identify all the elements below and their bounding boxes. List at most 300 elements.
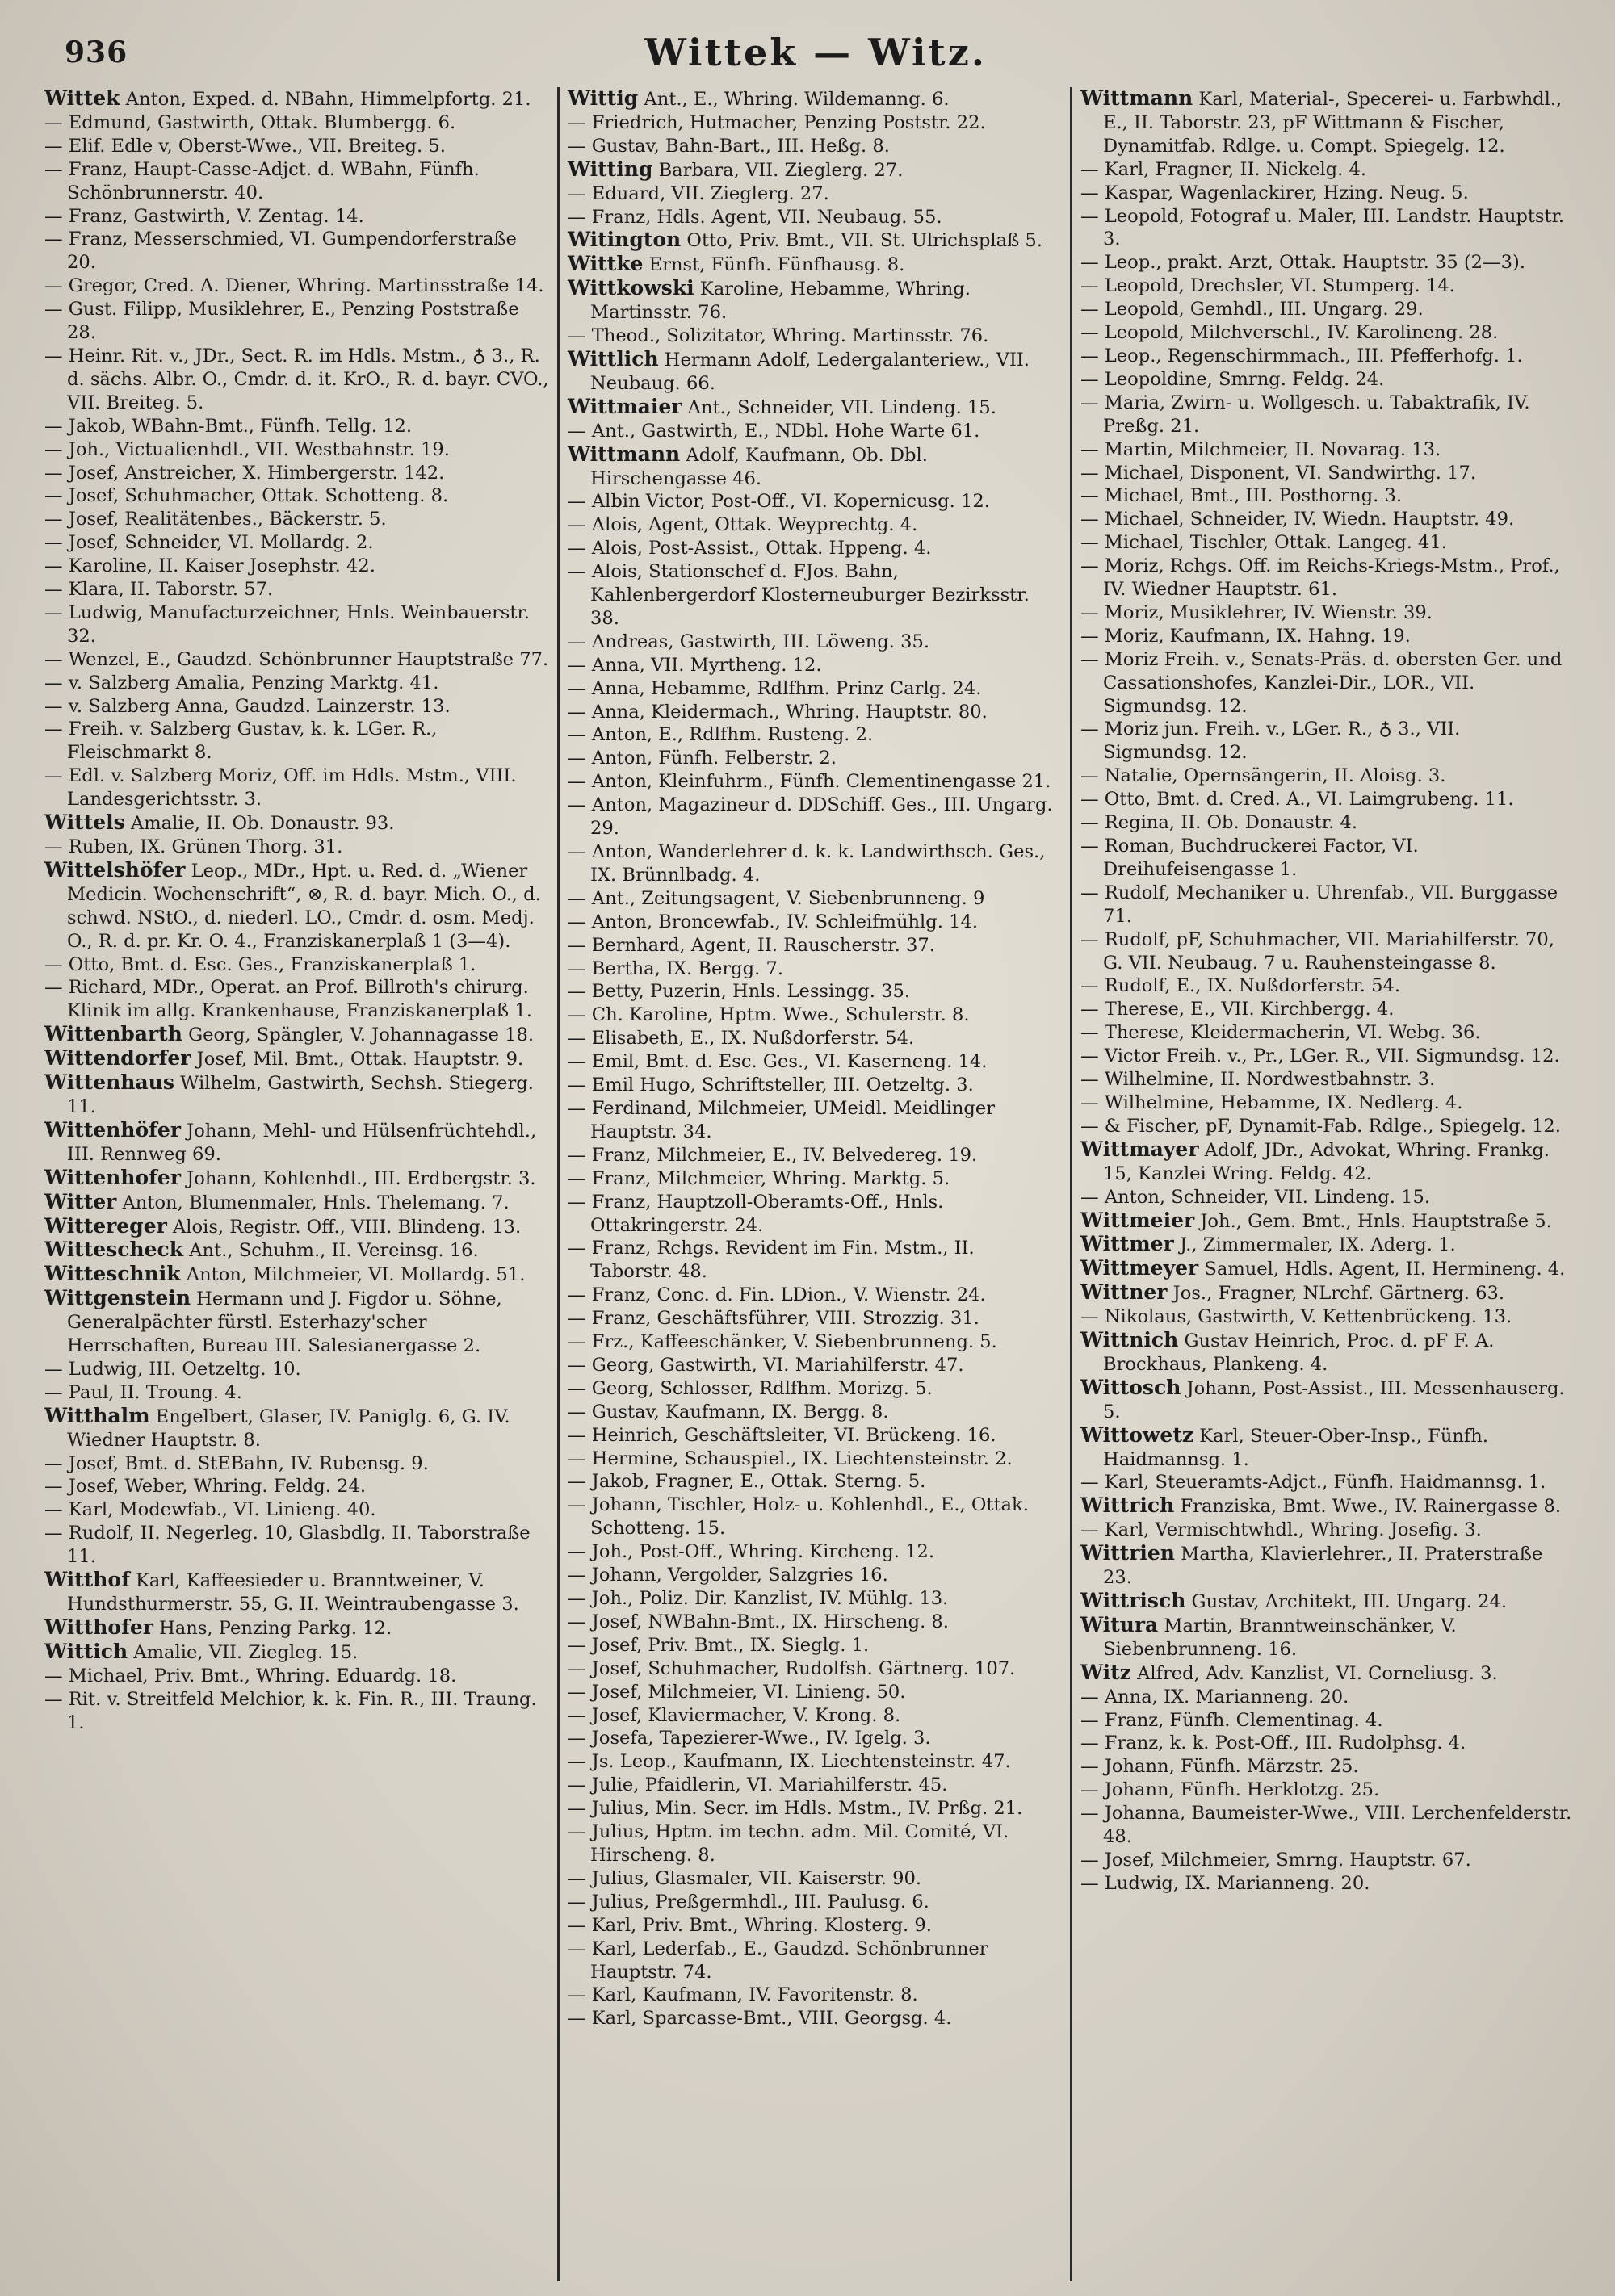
entry-text: Emil Hugo, Schriftsteller, III. Oetzeltg. 3. xyxy=(591,1075,974,1096)
entry-text: Josef, NWBahn-Bmt., IX. Hirscheng. 8. xyxy=(591,1611,949,1632)
entry-surname-heading xyxy=(568,277,1062,325)
entry-line xyxy=(568,1914,1062,1938)
surname: Wittmeier xyxy=(1080,1208,1195,1232)
entry-line xyxy=(44,205,549,228)
entry-line xyxy=(44,672,549,695)
entry-text: Otto, Bmt. d. Esc. Ges., Franziskanerplaß 1. xyxy=(68,953,476,975)
entry-text: Joh., Victualienhdl., VII. Westbahnstr. 19. xyxy=(68,438,450,460)
entry-surname-heading xyxy=(1080,1281,1575,1305)
surname: Wittner xyxy=(1080,1280,1168,1305)
entry-text: Anton, E., Rdlfhm. Rusteng. 2. xyxy=(591,724,874,746)
entry-text: Franziska, Bmt. Wwe., IV. Rainergasse 8. xyxy=(1174,1496,1562,1518)
entry-surname-heading xyxy=(44,1167,549,1191)
entry-line xyxy=(1080,835,1575,882)
entry-text: Josef, Klaviermacher, V. Krong. 8. xyxy=(591,1704,901,1726)
entry-line xyxy=(1080,1755,1575,1779)
entry-line xyxy=(568,1050,1062,1074)
surname: Witura xyxy=(1080,1612,1159,1636)
entry-text: Rudolf, II. Negerleg. 10, Glasbdlg. II. Taborstraße 11. xyxy=(67,1523,531,1568)
entry-surname-heading xyxy=(1080,1614,1575,1661)
entry-line xyxy=(568,1470,1062,1494)
entry-line xyxy=(1080,1471,1575,1494)
entry-line xyxy=(568,747,1062,770)
entry-text: Frz., Kaffeeschänker, V. Siebenbrunneng. 5. xyxy=(591,1331,997,1353)
entry-text: Jos., Fragner, NLrchf. Gärtnerg. 63. xyxy=(1167,1283,1505,1305)
entry-line xyxy=(568,1867,1062,1891)
entry-text: Kaspar, Wagenlackirer, Hzing. Neug. 5. xyxy=(1104,182,1469,203)
entry-text: Gustav Heinrich, Proc. d. pF F. A. Brockhaus, Plankeng. 4. xyxy=(1103,1330,1495,1375)
entry-surname-heading xyxy=(1080,1590,1575,1614)
entry-text: Hermine, Schauspiel., IX. Liechtensteinstr. 2. xyxy=(591,1448,1013,1469)
entry-line xyxy=(568,677,1062,701)
entry-line xyxy=(1080,205,1575,252)
entry-text: Johann, Fünfh. Herklotzg. 25. xyxy=(1104,1779,1380,1801)
entry-surname-heading xyxy=(44,1215,549,1239)
entry-line xyxy=(568,887,1062,911)
surname: Witting xyxy=(568,157,653,181)
entry-text: Gust. Filipp, Musiklehrer, E., Penzing Poststraße 28. xyxy=(67,299,519,344)
entry-line xyxy=(568,537,1062,560)
entry-line xyxy=(1080,974,1575,998)
entry-text: Ant., Zeitungsagent, V. Siebenbrunneng. 9 xyxy=(591,887,985,909)
entry-text: Anton, Blumenmaler, Hnls. Thelemang. 7. xyxy=(116,1192,510,1213)
entry-line xyxy=(1080,1732,1575,1755)
entry-text: Friedrich, Hutmacher, Penzing Poststr. 22. xyxy=(591,111,986,133)
entry-text: Michael, Priv. Bmt., Whring. Eduardg. 18. xyxy=(68,1665,457,1686)
entry-text: Anton, Broncewfab., IV. Schleifmühlg. 14. xyxy=(591,911,979,932)
entry-line xyxy=(568,1774,1062,1797)
entry-surname-heading xyxy=(568,348,1062,396)
entry-line xyxy=(568,325,1062,348)
entry-text: Gustav, Kaufmann, IX. Bergg. 8. xyxy=(591,1401,889,1422)
entry-line xyxy=(44,648,549,672)
entry-line xyxy=(44,953,549,977)
entry-surname-heading xyxy=(568,253,1062,277)
entry-line xyxy=(568,1144,1062,1167)
entry-text: Richard, MDr., Operat. an Prof. Billroth's chirurg. Klinik im allg. Krankenhause, Franziskanerplaß 1. xyxy=(67,977,532,1022)
entry-text: Karl, Kaffeesieder u. Branntweiner, V. Hundsthurmerstr. 55, G. II. Weintraubengasse 3. xyxy=(67,1570,519,1615)
entry-surname-heading xyxy=(44,1191,549,1215)
surname: Wittescheck xyxy=(44,1238,184,1262)
entry-text: v. Salzberg Amalia, Penzing Marktg. 41. xyxy=(68,672,439,693)
entry-text: Hans, Penzing Parkg. 12. xyxy=(153,1617,392,1639)
entry-line xyxy=(1080,298,1575,321)
entry-text: Joh., Post-Off., Whring. Kircheng. 12. xyxy=(591,1541,935,1563)
entry-text: Therese, E., VII. Kirchbergg. 4. xyxy=(1104,999,1395,1020)
entry-line xyxy=(568,794,1062,840)
entry-text: Ludwig, IX. Marianneng. 20. xyxy=(1104,1872,1370,1894)
entry-line xyxy=(568,1704,1062,1728)
entry-text: Anna, IX. Marianneng. 20. xyxy=(1104,1686,1349,1707)
surname: Wittrien xyxy=(1080,1541,1175,1565)
entry-text: Johanna, Baumeister-Wwe., VIII. Lerchenfelderstr. 48. xyxy=(1103,1803,1572,1848)
entry-line xyxy=(44,1522,549,1569)
entry-line xyxy=(44,1381,549,1405)
entry-surname-heading xyxy=(568,87,1062,111)
surname: Witteschnik xyxy=(44,1262,181,1286)
entry-surname-heading xyxy=(44,1263,549,1287)
surname: Wittelshöfer xyxy=(44,857,186,882)
entry-surname-heading xyxy=(44,1616,549,1640)
entry-text: Eduard, VII. Zieglerg. 27. xyxy=(591,182,829,204)
entry-text: Edl. v. Salzberg Moriz, Off. im Hdls. Mstm., VIII. Landesgerichtsstr. 3. xyxy=(67,765,517,811)
surname: Wittlich xyxy=(568,346,659,371)
entry-line xyxy=(44,158,549,205)
entry-text: Anna, Hebamme, Rdlfhm. Prinz Carlg. 24. xyxy=(591,677,982,699)
entry-line xyxy=(568,560,1062,631)
entry-text: Otto, Bmt. d. Cred. A., VI. Laimgrubeng. 11. xyxy=(1104,789,1514,811)
entry-text: Georg, Schlosser, Rdlfhm. Morizg. 5. xyxy=(591,1377,933,1399)
entry-text: Michael, Tischler, Ottak. Langeg. 41. xyxy=(1104,532,1447,554)
entry-text: Karl, Vermischtwhdl., Whring. Josefig. 3. xyxy=(1104,1519,1482,1541)
entry-text: Julie, Pfaidlerin, VI. Mariahilferstr. 45. xyxy=(591,1774,948,1796)
entry-line xyxy=(44,695,549,719)
entry-surname-heading xyxy=(568,158,1062,182)
entry-text: Paul, II. Troung. 4. xyxy=(68,1381,242,1403)
entry-text: Josef, Anstreicher, X. Himbergerstr. 142. xyxy=(68,462,445,484)
entry-surname-heading xyxy=(44,1023,549,1047)
entry-line xyxy=(568,513,1062,537)
entry-line xyxy=(568,182,1062,206)
surname: Wittrich xyxy=(1080,1494,1175,1518)
entry-line xyxy=(44,484,549,508)
entry-line xyxy=(1080,648,1575,719)
entry-text: Josef, Milchmeier, VI. Linieng. 50. xyxy=(591,1681,906,1703)
surname: Witter xyxy=(44,1189,117,1213)
entry-line xyxy=(44,836,549,859)
entry-line xyxy=(1080,251,1575,274)
entry-text: Anton, Magazineur d. DDSchiff. Ges., III. Ungarg. 29. xyxy=(590,794,1053,840)
entry-surname-heading xyxy=(44,1569,549,1616)
entry-text: Otto, Priv. Bmt., VII. St. Ulrichsplaß 5. xyxy=(681,230,1042,252)
entry-line xyxy=(568,1003,1062,1027)
surname: Wittmeyer xyxy=(1080,1256,1199,1280)
entry-line xyxy=(568,1611,1062,1634)
entry-text: Johann, Mehl- und Hülsenfrüchtehdl., III. Rennweg 69. xyxy=(67,1120,537,1165)
entry-text: Martin, Milchmeier, II. Novarag. 13. xyxy=(1104,438,1441,460)
entry-text: Js. Leop., Kaufmann, IX. Liechtensteinstr. 47. xyxy=(591,1751,1011,1773)
surname: Wittich xyxy=(44,1639,128,1663)
entry-text: Freih. v. Salzberg Gustav, k. k. LGer. R., Fleischmarkt 8. xyxy=(67,719,438,764)
surname: Wittenhofer xyxy=(44,1165,181,1189)
entry-line xyxy=(568,135,1062,158)
entry-line xyxy=(1080,1021,1575,1045)
entry-line xyxy=(44,508,549,531)
entry-text: Gustav, Bahn-Bart., III. Heßg. 8. xyxy=(591,135,890,157)
entry-line xyxy=(44,298,549,345)
entry-line xyxy=(568,1330,1062,1354)
entry-text: Michael, Bmt., III. Posthorng. 3. xyxy=(1104,485,1403,507)
entry-surname-heading xyxy=(44,1287,549,1358)
surname: Wittenbarth xyxy=(44,1022,182,1046)
surname: Witthalm xyxy=(44,1403,150,1427)
entry-surname-heading xyxy=(1080,1209,1575,1234)
surname: Wittmann xyxy=(1080,87,1193,110)
surname: Wittrisch xyxy=(1080,1589,1186,1612)
entry-text: Karl, Sparcasse-Bmt., VIII. Georgsg. 4. xyxy=(591,2008,952,2030)
entry-text: Anton, Wanderlehrer d. k. k. Landwirthsch. Ges., IX. Brünnlbadg. 4. xyxy=(590,841,1046,886)
entry-text: Franz, Fünfh. Clementinag. 4. xyxy=(1104,1709,1383,1731)
entry-line xyxy=(1080,625,1575,648)
entry-line xyxy=(1080,182,1575,205)
entry-line xyxy=(1080,601,1575,625)
entry-text: Roman, Buchdruckerei Factor, VI. Dreihufeisengasse 1. xyxy=(1103,836,1419,880)
entry-line xyxy=(568,1891,1062,1914)
surname: Witthofer xyxy=(44,1615,153,1639)
entry-surname-heading xyxy=(1080,1661,1575,1686)
entry-line xyxy=(568,770,1062,794)
entry-line xyxy=(1080,462,1575,485)
entry-line xyxy=(568,1377,1062,1401)
surname: Wittek xyxy=(44,87,120,110)
entry-text: Barbara, VII. Zieglerg. 27. xyxy=(652,159,904,181)
entry-line xyxy=(1080,555,1575,601)
entry-surname-heading xyxy=(568,396,1062,420)
entry-text: Alois, Post-Assist., Ottak. Hppeng. 4. xyxy=(591,538,932,559)
entry-line xyxy=(1080,765,1575,788)
entry-text: Adolf, Kaufmann, Ob. Dbl. Hirschengasse 46. xyxy=(590,444,928,489)
entry-line xyxy=(568,1424,1062,1448)
entry-text: Karoline, II. Kaiser Josephstr. 42. xyxy=(68,555,375,577)
entry-surname-heading xyxy=(568,443,1062,491)
entry-text: Leopold, Gemhdl., III. Ungarg. 29. xyxy=(1104,299,1424,321)
entry-text: Alois, Agent, Ottak. Weyprechtg. 4. xyxy=(591,514,918,536)
entry-line xyxy=(568,1564,1062,1587)
entry-text: Leopold, Drechsler, VI. Stumperg. 14. xyxy=(1104,275,1455,297)
entry-line xyxy=(568,1727,1062,1750)
entry-line xyxy=(568,654,1062,677)
entry-surname-heading xyxy=(44,1071,549,1119)
entry-text: Wilhelmine, II. Nordwestbahnstr. 3. xyxy=(1104,1069,1436,1091)
surname: Wittmayer xyxy=(1080,1137,1199,1161)
entry-line xyxy=(568,1237,1062,1284)
surname: Wittmaier xyxy=(568,394,682,418)
entry-line xyxy=(1080,1709,1575,1732)
entry-line xyxy=(568,1027,1062,1050)
entry-text: Anton, Kleinfuhrm., Fünfh. Clementinengasse 21. xyxy=(591,771,1051,793)
entry-line xyxy=(1080,484,1575,508)
entry-text: Rit. v. Streitfeld Melchior, k. k. Fin. R., III. Traung. 1. xyxy=(67,1688,537,1733)
entry-line xyxy=(568,1097,1062,1144)
column-2 xyxy=(557,87,1070,2281)
entry-text: Leop., prakt. Arzt, Ottak. Hauptstr. 35 (2—3). xyxy=(1104,252,1526,274)
surname: Wittosch xyxy=(1080,1375,1181,1399)
surname: Wittenhaus xyxy=(44,1070,174,1095)
entry-line xyxy=(44,1475,549,1498)
surname: Wittereger xyxy=(44,1213,167,1238)
entry-text: Theod., Solizitator, Whring. Martinsstr. 76. xyxy=(591,325,989,347)
entry-text: Edmund, Gastwirth, Ottak. Blumbergg. 6. xyxy=(68,111,456,133)
entry-line xyxy=(44,531,549,555)
entry-line xyxy=(1080,1305,1575,1329)
entry-line xyxy=(1080,508,1575,531)
surname: Witington xyxy=(568,228,682,252)
entry-line xyxy=(1080,1186,1575,1209)
entry-text: Karl, Lederfab., E., Gaudzd. Schönbrunner Hauptstr. 74. xyxy=(590,1938,988,1983)
entry-line xyxy=(1080,788,1575,811)
entry-line xyxy=(44,438,549,462)
entry-text: Josef, Priv. Bmt., IX. Sieglg. 1. xyxy=(591,1634,870,1656)
entry-line xyxy=(44,578,549,601)
entry-text: Josef, Realitätenbes., Bäckerstr. 5. xyxy=(68,509,387,530)
surname: Wittendorfer xyxy=(44,1046,191,1070)
surname: Wittmann xyxy=(568,442,681,466)
entry-text: Josef, Milchmeier, Smrng. Hauptstr. 67. xyxy=(1104,1849,1471,1871)
entry-line xyxy=(568,1167,1062,1191)
entry-line xyxy=(44,1498,549,1522)
entry-line xyxy=(1080,1686,1575,1709)
entry-line xyxy=(568,840,1062,887)
entry-text: Moriz jun. Freih. v., LGer. R., ♁ 3., VII. Sigmundsg. 12. xyxy=(1103,719,1461,764)
entry-line xyxy=(568,111,1062,135)
entry-line xyxy=(1080,345,1575,368)
entry-line xyxy=(568,1587,1062,1611)
surname: Wittnich xyxy=(1080,1328,1179,1352)
entry-text: Natalie, Opernsängerin, II. Aloisg. 3. xyxy=(1104,765,1446,787)
entry-text: Wilhelm, Gastwirth, Sechsh. Stiegerg. 11. xyxy=(67,1073,534,1117)
entry-line xyxy=(568,2007,1062,2030)
entry-surname-heading xyxy=(1080,1257,1575,1281)
page-number: 936 xyxy=(65,36,128,69)
entry-text: Rudolf, Mechaniker u. Uhrenfab., VII. Burggasse 71. xyxy=(1103,882,1558,927)
entry-text: Johann, Fünfh. Märzstr. 25. xyxy=(1104,1756,1359,1778)
column-3 xyxy=(1070,87,1583,2281)
entry-line xyxy=(568,1681,1062,1704)
entry-text: Adolf, JDr., Advokat, Whring. Frankg. 15, Kanzlei Wring. Feldg. 42. xyxy=(1103,1139,1550,1184)
entry-line xyxy=(44,718,549,765)
entry-surname-heading xyxy=(1080,1542,1575,1590)
entry-text: Ant., Schuhm., II. Vereinsg. 16. xyxy=(183,1240,479,1262)
entry-text: J., Zimmermaler, IX. Aderg. 1. xyxy=(1173,1234,1456,1256)
entry-line xyxy=(1080,321,1575,345)
entry-line xyxy=(1080,1115,1575,1138)
entry-line xyxy=(568,1448,1062,1471)
entry-line xyxy=(1080,1802,1575,1849)
entry-text: Wenzel, E., Gaudzd. Schönbrunner Hauptstraße 77. xyxy=(68,648,549,670)
entry-line xyxy=(44,462,549,485)
entry-surname-heading xyxy=(1080,1424,1575,1472)
entry-text: Karl, Steueramts-Adjct., Fünfh. Haidmannsg. 1. xyxy=(1104,1472,1546,1494)
entry-text: Klara, II. Taborstr. 57. xyxy=(68,579,274,601)
entry-text: Martin, Branntweinschänker, V. Siebenbrunneng. 16. xyxy=(1103,1615,1457,1660)
entry-text: Julius, Glasmaler, VII. Kaiserstr. 90. xyxy=(591,1867,922,1889)
entry-text: Rudolf, E., IX. Nußdorferstr. 54. xyxy=(1104,975,1401,997)
column-1 xyxy=(44,87,557,2281)
entry-text: Leop., MDr., Hpt. u. Red. d. „Wiener Medicin. Wochenschrift“, ⊗, R. d. bayr. Mich. O., d. schwd. NStO., d. niederl. LO., Cmdr. d. osm. Medj. O., R. d. pr. Kr. O. 4., Franziskanerplaß 1 (3—4). xyxy=(67,860,541,952)
entry-line xyxy=(568,1938,1062,1984)
entry-text: Gregor, Cred. A. Diener, Whring. Martinsstraße 14. xyxy=(68,275,544,297)
entry-surname-heading xyxy=(1080,1138,1575,1186)
entry-text: Bernhard, Agent, II. Rauscherstr. 37. xyxy=(591,934,935,956)
entry-line xyxy=(1080,274,1575,298)
entry-line xyxy=(44,1452,549,1476)
entry-text: Leopold, Fotograf u. Maler, III. Landstr. Hauptstr. 3. xyxy=(1103,205,1565,250)
surname: Wittgenstein xyxy=(44,1286,191,1310)
entry-text: Julius, Preßgermhdl., III. Paulusg. 6. xyxy=(591,1891,929,1913)
entry-text: Georg, Gastwirth, VI. Mariahilferstr. 47. xyxy=(591,1354,964,1376)
entry-text: Albin Victor, Post-Off., VI. Kopernicusg. 12. xyxy=(591,491,990,513)
entry-text: Karl, Kaufmann, IV. Favoritenstr. 8. xyxy=(591,1984,918,2006)
entry-text: Anna, Kleidermach., Whring. Hauptstr. 80. xyxy=(591,701,988,723)
entry-line xyxy=(44,345,549,415)
entry-text: Ludwig, III. Oetzeltg. 10. xyxy=(68,1358,301,1380)
entry-text: Franz, Rchgs. Revident im Fin. Mstm., II. Taborstr. 48. xyxy=(590,1238,975,1283)
entry-text: Josef, Schuhmacher, Ottak. Schotteng. 8. xyxy=(68,485,449,507)
entry-text: Karl, Fragner, II. Nickelg. 4. xyxy=(1104,158,1367,180)
entry-surname-heading xyxy=(44,1047,549,1071)
entry-line xyxy=(44,555,549,578)
entry-line xyxy=(1080,718,1575,765)
entry-text: Elisabeth, E., IX. Nußdorferstr. 54. xyxy=(591,1028,915,1050)
entry-line xyxy=(568,1820,1062,1867)
entry-surname-heading xyxy=(44,811,549,836)
entry-text: v. Salzberg Anna, Gaudzd. Lainzerstr. 13. xyxy=(68,695,451,717)
entry-text: Ant., Schneider, VII. Lindeng. 15. xyxy=(682,396,996,418)
entry-line xyxy=(568,1191,1062,1238)
entry-line xyxy=(44,228,549,274)
surname: Wittke xyxy=(568,252,644,276)
entry-line xyxy=(568,1634,1062,1657)
entry-line xyxy=(44,415,549,438)
entry-line xyxy=(568,701,1062,724)
entry-text: Ruben, IX. Grünen Thorg. 31. xyxy=(68,836,343,857)
entry-surname-heading xyxy=(44,1238,549,1263)
entry-line xyxy=(568,1074,1062,1097)
entry-line xyxy=(568,490,1062,513)
entry-text: Josef, Schuhmacher, Rudolfsh. Gärtnerg. 107. xyxy=(591,1657,1016,1679)
entry-line xyxy=(1080,1068,1575,1091)
entry-line xyxy=(568,1540,1062,1564)
entry-text: Johann, Kohlenhdl., III. Erdbergstr. 3. xyxy=(181,1167,536,1189)
entry-text: Josef, Bmt. d. StEBahn, IV. Rubensg. 9. xyxy=(68,1452,429,1474)
entry-text: Josef, Schneider, VI. Mollardg. 2. xyxy=(68,532,374,554)
entry-text: Michael, Schneider, IV. Wiedn. Hauptstr. 49. xyxy=(1104,509,1515,530)
entry-line xyxy=(44,274,549,298)
entry-line xyxy=(44,111,549,135)
entry-text: Heinrich, Geschäftsleiter, VI. Brückeng. 16. xyxy=(591,1424,996,1446)
entry-text: Amalie, VII. Ziegleg. 15. xyxy=(128,1641,359,1663)
entry-text: Emil, Bmt. d. Esc. Ges., VI. Kaserneng. 14. xyxy=(591,1051,988,1073)
entry-text: Karl, Priv. Bmt., Whring. Klosterg. 9. xyxy=(591,1914,932,1936)
entry-text: Karl, Steuer-Ober-Insp., Fünfh. Haidmannsg. 1. xyxy=(1103,1425,1489,1470)
entry-text: Leop., Regenschirmmach., III. Pfefferhofg. 1. xyxy=(1104,345,1523,367)
entry-text: Franz, Milchmeier, Whring. Marktg. 5. xyxy=(591,1167,950,1189)
entry-text: Joh., Gem. Bmt., Hnls. Hauptstraße 5. xyxy=(1194,1210,1552,1232)
running-head: Wittek — Witz. xyxy=(644,31,987,74)
entry-surname-heading xyxy=(1080,87,1575,158)
entry-text: Ch. Karoline, Hptm. Wwe., Schulerstr. 8. xyxy=(591,1004,970,1026)
entry-text: Franz, Milchmeier, E., IV. Belvedereg. 19. xyxy=(591,1144,978,1166)
entry-text: Maria, Zwirn- u. Wollgesch. u. Tabaktrafik, IV. Preßg. 21. xyxy=(1103,392,1530,437)
entry-text: Josef, Weber, Whring. Feldg. 24. xyxy=(68,1476,367,1498)
entry-text: Regina, II. Ob. Donaustr. 4. xyxy=(1104,812,1358,834)
entry-text: Franz, Hdls. Agent, VII. Neubaug. 55. xyxy=(591,206,942,228)
surname: Witthof xyxy=(44,1568,130,1592)
entry-text: Alois, Registr. Off., VIII. Blindeng. 13. xyxy=(166,1216,522,1238)
entry-text: Karl, Material-, Specerei- u. Farbwhdl., E., II. Taborstr. 23, pF Wittmann & Fischer, Dynamitfab. Rdlge. u. Compt. Spiegelg. 12. xyxy=(1103,89,1563,157)
entry-text: Ernst, Fünfh. Fünfhausg. 8. xyxy=(643,254,905,276)
entry-text: Franz, Messerschmied, VI. Gumpendorferstraße 20. xyxy=(67,228,517,274)
entry-text: Victor Freih. v., Pr., LGer. R., VII. Sigmundsg. 12. xyxy=(1104,1045,1560,1067)
entry-text: Alfred, Adv. Kanzlist, VI. Corneliusg. 3. xyxy=(1130,1662,1498,1684)
entry-text: Johann, Vergolder, Salzgries 16. xyxy=(591,1565,888,1586)
surname: Wittkowski xyxy=(568,276,694,300)
entry-text: Alois, Stationschef d. FJos. Bahn, Kahlenbergerdorf Klosterneuburger Bezirksstr. 38. xyxy=(590,561,1030,629)
entry-text: Amalie, II. Ob. Donaustr. 93. xyxy=(124,813,395,835)
entry-surname-heading xyxy=(1080,1329,1575,1376)
entry-text: Georg, Spängler, V. Johannagasse 18. xyxy=(182,1024,535,1046)
entry-line xyxy=(568,206,1062,229)
